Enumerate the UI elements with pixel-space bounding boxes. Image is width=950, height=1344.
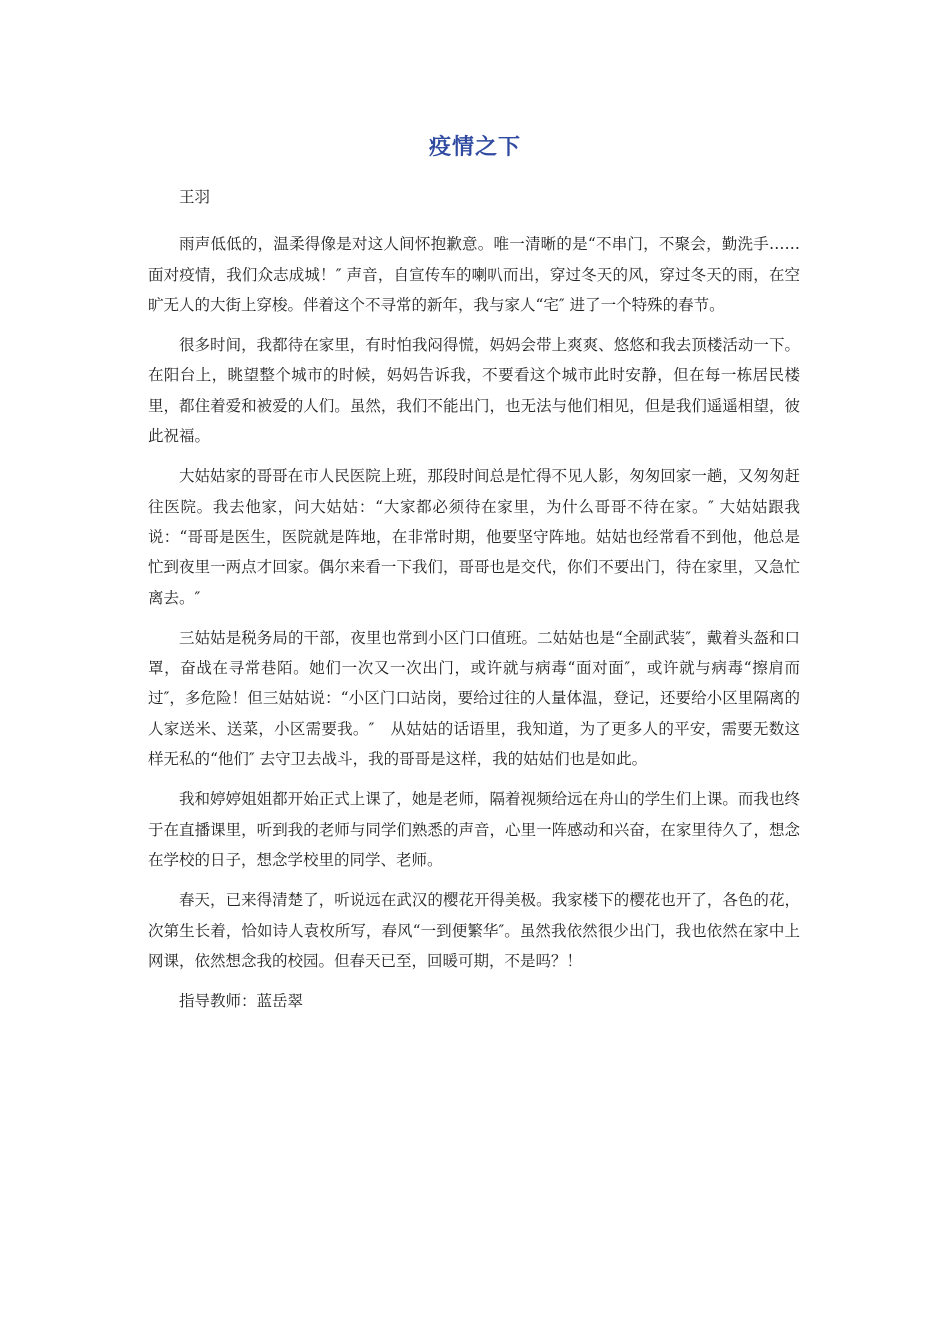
paragraph-3: 大姑姑家的哥哥在市人民医院上班，那段时间总是忙得不见人影，匆匆回家一趟，又匆匆赶往医院。我去他家，问大姑姑：“大家都必须待在家里，为什么哥哥不待在家。″ 大姑姑跟我说：“哥哥是医生，医院就是阵地，在非常时期，他要坚守阵地。姑姑也经常看不到他，他总是忙到夜里一两点才回家。偶尔来看一下我们，哥哥也是交代，你们不要出门，待在家里，又急忙离去。″ bbox=[148, 467, 800, 607]
article-body bbox=[148, 182, 800, 1016]
paragraph-2: 很多时间，我都待在家里，有时怕我闷得慌，妈妈会带上爽爽、悠悠和我去顶楼活动一下。在阳台上，眺望整个城市的时候，妈妈告诉我，不要看这个城市此时安静，但在每一栋居民楼里，都住着爱和被爱的人们。虽然，我们不能出门，也无法与他们相见，但是我们遥遥相望，彼此祝福。 bbox=[148, 336, 800, 446]
article-title: 疫情之下 bbox=[428, 135, 521, 160]
paragraph-5: 我和婷婷姐姐都开始正式上课了，她是老师，隔着视频给远在舟山的学生们上课。而我也终于在直播课里，听到我的老师与同学们熟悉的声音，心里一阵感动和兴奋，在家里待久了，想念在学校的日子，想念学校里的同学、老师。 bbox=[148, 790, 800, 869]
paragraph-6: 春天，已来得清楚了，听说远在武汉的樱花开得美极。我家楼下的樱花也开了，各色的花，次第生长着，恰如诗人袁枚所写，春风“一到便繁华″。虽然我依然很少出门，我也依然在家中上网课，依然想念我的校园。但春天已至，回暖可期，不是吗？！ bbox=[148, 891, 800, 970]
paragraph-4: 三姑姑是税务局的干部，夜里也常到小区门口值班。二姑姑也是“全副武装″，戴着头盔和口罩，奋战在寻常巷陌。她们一次又一次出门，或许就与病毒“面对面″，或许就与病毒“擦肩而过″，多危险！但三姑姑说：“小区门口站岗，要给过往的人量体温，登记，还要给小区里隔离的人家送米、送菜，小区需要我。″ 从姑姑的话语里，我知道，为了更多人的平安，需要无数这样无私的“他们″ 去守卫去战斗，我的哥哥是这样，我的姑姑们也是如此。 bbox=[148, 628, 800, 769]
teacher-line: 指导教师：蓝岳翠 bbox=[179, 992, 304, 1011]
paragraph-1: 雨声低低的，温柔得像是对这人间怀抱歉意。唯一清晰的是“不串门，不聚会，勤洗手……面对疫情，我们众志成城！″ 声音，自宣传车的喇叭而出，穿过冬天的风，穿过冬天的雨，在空旷无人的大街上穿梭。伴着这个不寻常的新年，我与家人“宅″ 进了一个特殊的春节。 bbox=[148, 235, 800, 314]
author-line: 王羽 bbox=[179, 188, 211, 206]
